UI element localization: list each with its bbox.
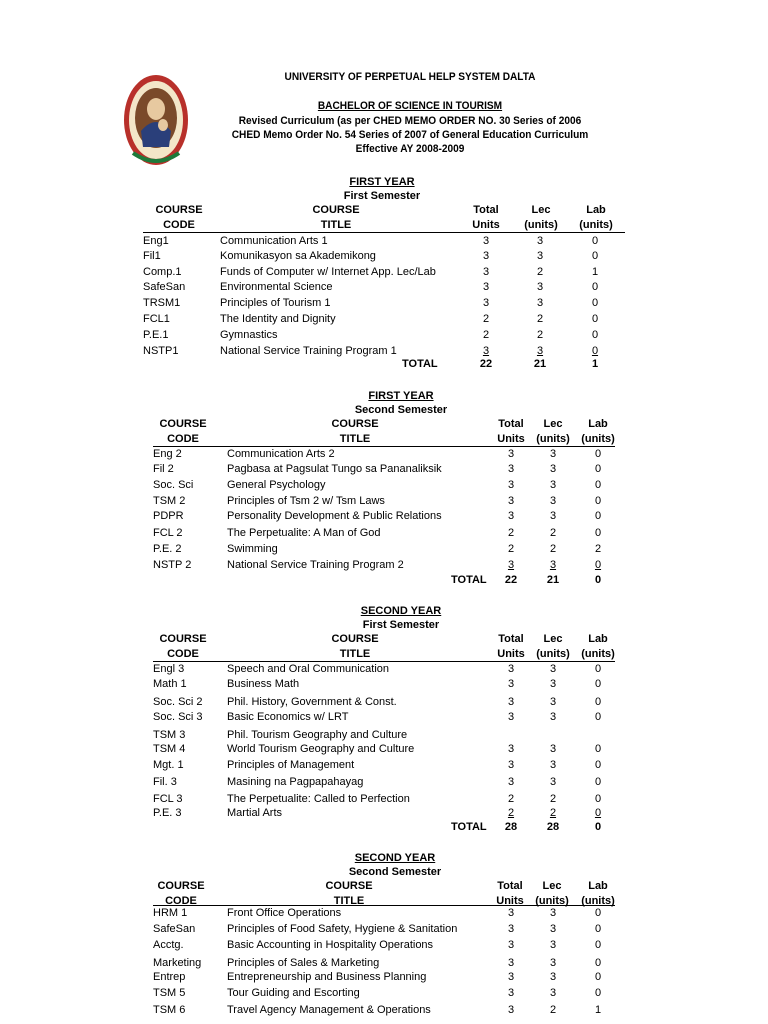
year-title: SECOND YEAR <box>360 605 442 617</box>
lab-units-label: (units) <box>579 219 613 231</box>
total-units-value: 3 <box>507 448 515 460</box>
total-units-value: 3 <box>507 479 515 491</box>
total-label-row: TOTAL <box>402 358 438 370</box>
course-title: Entrepreneurship and Business Planning <box>227 971 427 983</box>
header-line-3: Effective AY 2008-2009 <box>355 143 465 155</box>
course-code: HRM 1 <box>153 907 188 919</box>
lec-units-label: (units) <box>536 648 570 660</box>
lab-units-value: 0 <box>594 711 602 723</box>
course-code: SafeSan <box>143 281 186 293</box>
lec-units-value: 3 <box>549 987 557 999</box>
course-code: NSTP1 <box>143 345 179 357</box>
col-header-total-units <box>466 203 506 233</box>
course-title: General Psychology <box>227 479 326 491</box>
lec-units-value: 3 <box>549 743 557 755</box>
col-header-lec <box>531 417 575 447</box>
total-units-value: 3 <box>507 987 515 999</box>
lab-units-value: 0 <box>594 479 602 491</box>
course-code: P.E. 3 <box>153 807 182 819</box>
course-title: Gymnastics <box>220 329 278 341</box>
course-title: National Service Training Program 1 <box>220 345 397 357</box>
course-code: FCL 2 <box>153 527 183 539</box>
lec-units-value: 2 <box>549 543 557 555</box>
lab-units-value: 0 <box>594 678 602 690</box>
total-units-value: 3 <box>507 939 515 951</box>
lec-units-value: 3 <box>549 759 557 771</box>
lab-units-value: 0 <box>594 971 602 983</box>
sum-total-units: 28 <box>504 821 518 833</box>
units-label: Units <box>497 433 525 445</box>
lab-units-value: 0 <box>591 235 599 247</box>
lec-units-value: 3 <box>549 463 557 475</box>
lab-units-value: 0 <box>591 329 599 341</box>
lec-units-value: 3 <box>549 696 557 708</box>
course-title: Principles of Sales & Marketing <box>227 957 380 969</box>
total-units-value: 3 <box>507 743 515 755</box>
course-title: The Perpetualite: A Man of God <box>227 527 381 539</box>
lab-units-value: 0 <box>594 807 602 819</box>
course-code: Engl 3 <box>153 663 185 675</box>
total-units-value: 3 <box>507 711 515 723</box>
total-units-value: 3 <box>482 281 490 293</box>
col-header-course-code <box>149 203 209 233</box>
course-title: Travel Agency Management & Operations <box>227 1004 431 1016</box>
course-code: Comp.1 <box>143 266 182 278</box>
lab-units-value: 0 <box>591 297 599 309</box>
lab-units-value: 0 <box>594 743 602 755</box>
lec-units-value: 3 <box>549 711 557 723</box>
lec-units-value: 3 <box>549 923 557 935</box>
col-header-lab <box>574 203 618 233</box>
course-title: Martial Arts <box>227 807 283 819</box>
course-title: Communication Arts 1 <box>220 235 328 247</box>
course-title: Environmental Science <box>220 281 333 293</box>
total-units-value: 3 <box>482 266 490 278</box>
course-code: Fil 2 <box>153 463 174 475</box>
lab-units-value: 0 <box>594 907 602 919</box>
year-title: SECOND YEAR <box>354 852 436 864</box>
total-units-value: 3 <box>482 235 490 247</box>
lec-units-value: 3 <box>549 495 557 507</box>
lab-units-value: 0 <box>594 939 602 951</box>
lec-units-value: 3 <box>549 957 557 969</box>
total-units-value: 3 <box>507 463 515 475</box>
total-units-value: 2 <box>482 313 490 325</box>
lab-units-value: 0 <box>594 510 602 522</box>
sum-lec-units: 21 <box>546 574 560 586</box>
lab-units-value: 0 <box>591 345 599 357</box>
course-title: Principles of Food Safety, Hygiene & Sanitation <box>227 923 458 935</box>
lec-units-value: 3 <box>549 479 557 491</box>
lec-units-value: 3 <box>536 235 544 247</box>
lec-label: Lec <box>542 880 562 892</box>
program-title: BACHELOR OF SCIENCE IN TOURISM <box>317 100 503 112</box>
course-title: Tour Guiding and Escorting <box>227 987 360 999</box>
year-title: FIRST YEAR <box>368 390 434 402</box>
code-label: CODE <box>163 219 195 231</box>
lec-units-value: 3 <box>549 971 557 983</box>
col-header-course-code <box>153 632 213 662</box>
lab-units-value: 0 <box>594 527 602 539</box>
course-code: Marketing <box>153 957 202 969</box>
total-units-value: 3 <box>507 510 515 522</box>
units-label: Units <box>496 895 524 907</box>
course-title: The Identity and Dignity <box>220 313 336 325</box>
course-code: TSM 3 <box>153 729 186 741</box>
lab-units-value: 0 <box>594 793 602 805</box>
lec-units-value: 3 <box>549 678 557 690</box>
course-title: Communication Arts 2 <box>227 448 335 460</box>
lec-units-value: 3 <box>536 297 544 309</box>
year-title: FIRST YEAR <box>349 176 415 188</box>
lab-units-value: 1 <box>591 266 599 278</box>
total-units-value: 3 <box>507 759 515 771</box>
lab-units-value: 0 <box>594 957 602 969</box>
col-header-course-title: COURSE TITLE <box>331 633 379 660</box>
university-name: UNIVERSITY OF PERPETUAL HELP SYSTEM DALTA <box>284 71 536 83</box>
total-units-value: 2 <box>507 527 515 539</box>
course-title: World Tourism Geography and Culture <box>227 743 415 755</box>
course-code: Acctg. <box>153 939 184 951</box>
sum-total-units: 22 <box>479 358 493 370</box>
semester-title: Second Semester <box>354 404 448 416</box>
lab-units-value: 1 <box>594 1004 602 1016</box>
lab-units-value: 0 <box>594 559 602 571</box>
course-code: FCL 3 <box>153 793 183 805</box>
lab-units-value: 0 <box>594 759 602 771</box>
lec-units-value: 2 <box>549 527 557 539</box>
semester-title: First Semester <box>343 190 421 202</box>
total-units-value: 3 <box>507 1004 515 1016</box>
course-title: Phil. Tourism Geography and Culture <box>227 729 408 741</box>
lec-units-value: 2 <box>536 266 544 278</box>
course-title: Basic Economics w/ LRT <box>227 711 349 723</box>
total-units-value: 3 <box>507 678 515 690</box>
course-code: TRSM1 <box>143 297 181 309</box>
total-units-value: 3 <box>507 776 515 788</box>
university-seal-logo <box>123 73 189 167</box>
lec-label: Lec <box>543 418 563 430</box>
lec-units-value: 3 <box>536 345 544 357</box>
course-code: Soc. Sci <box>153 479 194 491</box>
total-label: Total <box>497 880 523 892</box>
lec-units-value: 3 <box>549 559 557 571</box>
lec-units-value: 3 <box>549 663 557 675</box>
course-title: The Perpetualite: Called to Perfection <box>227 793 410 805</box>
course-code: Eng1 <box>143 235 169 247</box>
course-code: Soc. Sci 2 <box>153 696 203 708</box>
lab-units-value: 0 <box>594 923 602 935</box>
course-title: Front Office Operations <box>227 907 342 919</box>
lab-label: Lab <box>588 880 608 892</box>
lab-units-value: 0 <box>594 776 602 788</box>
col-header-lec <box>531 632 575 662</box>
course-code: TSM 6 <box>153 1004 186 1016</box>
lab-units-label: (units) <box>581 895 615 907</box>
course-code: P.E.1 <box>143 329 169 341</box>
lec-label: Lec <box>543 633 563 645</box>
lec-units-label: (units) <box>536 433 570 445</box>
course-code: TSM 4 <box>153 743 186 755</box>
course-code: Eng 2 <box>153 448 182 460</box>
course-title: Komunikasyon sa Akademikong <box>220 250 376 262</box>
units-label: Units <box>472 219 500 231</box>
course-code: Math 1 <box>153 678 187 690</box>
course-title: Speech and Oral Communication <box>227 663 390 675</box>
sum-lec-units: 21 <box>533 358 547 370</box>
total-units-value: 3 <box>507 559 515 571</box>
course-label: COURSE <box>157 880 205 892</box>
total-units-value: 3 <box>507 907 515 919</box>
lec-units-label: (units) <box>535 895 569 907</box>
course-code: NSTP 2 <box>153 559 192 571</box>
total-units-value: 3 <box>507 495 515 507</box>
header-line-1: Revised Curriculum (as per CHED MEMO ORDER NO. 30 Series of 2006 <box>238 115 582 127</box>
course-title: Masining na Pagpapahayag <box>227 776 364 788</box>
sum-lab-units: 1 <box>591 358 599 370</box>
course-title: Phil. History, Government & Const. <box>227 696 397 708</box>
sum-lec-units: 28 <box>546 821 560 833</box>
course-code: TSM 5 <box>153 987 186 999</box>
course-code: SafeSan <box>153 923 196 935</box>
course-code: P.E. 2 <box>153 543 182 555</box>
course-title: Basic Accounting in Hospitality Operations <box>227 939 434 951</box>
total-units-value: 3 <box>482 345 490 357</box>
lab-units-value: 0 <box>591 313 599 325</box>
lec-units-value: 2 <box>536 329 544 341</box>
lab-label: Lab <box>588 418 608 430</box>
total-units-value: 3 <box>507 971 515 983</box>
lab-units-value: 2 <box>594 543 602 555</box>
total-units-value: 3 <box>507 663 515 675</box>
lab-units-value: 0 <box>594 463 602 475</box>
total-label-row: TOTAL <box>451 574 487 586</box>
lab-label: Lab <box>586 204 606 216</box>
code-label: CODE <box>167 648 199 660</box>
semester-title: First Semester <box>362 619 440 631</box>
total-label: Total <box>498 418 524 430</box>
lab-units-value: 0 <box>594 663 602 675</box>
sum-total-units: 22 <box>504 574 518 586</box>
lab-units-value: 0 <box>591 250 599 262</box>
lec-units-value: 3 <box>549 448 557 460</box>
header-line-2: CHED Memo Order No. 54 Series of 2007 of General Education Curriculum <box>231 129 589 141</box>
lec-units-value: 3 <box>549 907 557 919</box>
course-title: Principles of Management <box>227 759 355 771</box>
course-label: COURSE <box>159 418 207 430</box>
course-code: TSM 2 <box>153 495 186 507</box>
lec-units-value: 3 <box>549 510 557 522</box>
col-header-course-title: COURSE TITLE <box>325 880 373 907</box>
lab-units-value: 0 <box>594 987 602 999</box>
total-units-value: 2 <box>507 793 515 805</box>
course-code: Soc. Sci 3 <box>153 711 203 723</box>
total-units-value: 2 <box>482 329 490 341</box>
course-title: Business Math <box>227 678 300 690</box>
course-title: Pagbasa at Pagsulat Tungo sa Pananaliksik <box>227 463 442 475</box>
lec-units-value: 2 <box>549 807 557 819</box>
total-units-value: 3 <box>482 297 490 309</box>
course-title: Principles of Tsm 2 w/ Tsm Laws <box>227 495 385 507</box>
course-title: Personality Development & Public Relations <box>227 510 442 522</box>
col-header-lab <box>576 417 620 447</box>
lec-units-value: 3 <box>549 776 557 788</box>
course-code: Fil1 <box>143 250 161 262</box>
course-title: Funds of Computer w/ Internet App. Lec/Lab <box>220 266 436 278</box>
lec-units-value: 2 <box>549 1004 557 1016</box>
course-code: Entrep <box>153 971 186 983</box>
lec-label: Lec <box>531 204 551 216</box>
lab-label: Lab <box>588 633 608 645</box>
col-header-total-units <box>491 632 531 662</box>
total-units-value: 2 <box>507 543 515 555</box>
lec-units-value: 3 <box>536 250 544 262</box>
total-label: Total <box>473 204 499 216</box>
course-label: COURSE <box>155 204 203 216</box>
total-units-value: 3 <box>507 923 515 935</box>
course-title: National Service Training Program 2 <box>227 559 404 571</box>
col-header-course-title: COURSE TITLE <box>331 418 379 445</box>
lab-units-value: 0 <box>594 495 602 507</box>
total-label-row: TOTAL <box>451 821 487 833</box>
course-title: Swimming <box>227 543 278 555</box>
lec-units-value: 2 <box>549 793 557 805</box>
course-title: Principles of Tourism 1 <box>220 297 331 309</box>
lec-units-value: 3 <box>549 939 557 951</box>
col-header-course-title: COURSE TITLE <box>312 204 360 231</box>
course-code: Fil. 3 <box>153 776 177 788</box>
col-header-total-units <box>491 417 531 447</box>
header-rule <box>143 232 625 233</box>
lec-units-label: (units) <box>524 219 558 231</box>
units-label: Units <box>497 648 525 660</box>
code-label: CODE <box>167 433 199 445</box>
lab-units-label: (units) <box>581 433 615 445</box>
col-header-course-code <box>153 417 213 447</box>
total-units-value: 3 <box>482 250 490 262</box>
course-code: FCL1 <box>143 313 170 325</box>
course-code: Mgt. 1 <box>153 759 184 771</box>
total-units-value: 2 <box>507 807 515 819</box>
lab-units-value: 0 <box>594 448 602 460</box>
col-header-lec <box>519 203 563 233</box>
lec-units-value: 3 <box>536 281 544 293</box>
lec-units-value: 2 <box>536 313 544 325</box>
lab-units-value: 0 <box>594 696 602 708</box>
course-label: COURSE <box>159 633 207 645</box>
total-units-value: 3 <box>507 696 515 708</box>
semester-title: Second Semester <box>348 866 442 878</box>
code-label: CODE <box>165 895 197 907</box>
course-code: PDPR <box>153 510 184 522</box>
total-units-value: 3 <box>507 957 515 969</box>
lab-units-value: 0 <box>591 281 599 293</box>
col-header-lab <box>576 632 620 662</box>
total-label: Total <box>498 633 524 645</box>
lab-units-label: (units) <box>581 648 615 660</box>
sum-lab-units: 0 <box>594 574 602 586</box>
sum-lab-units: 0 <box>594 821 602 833</box>
